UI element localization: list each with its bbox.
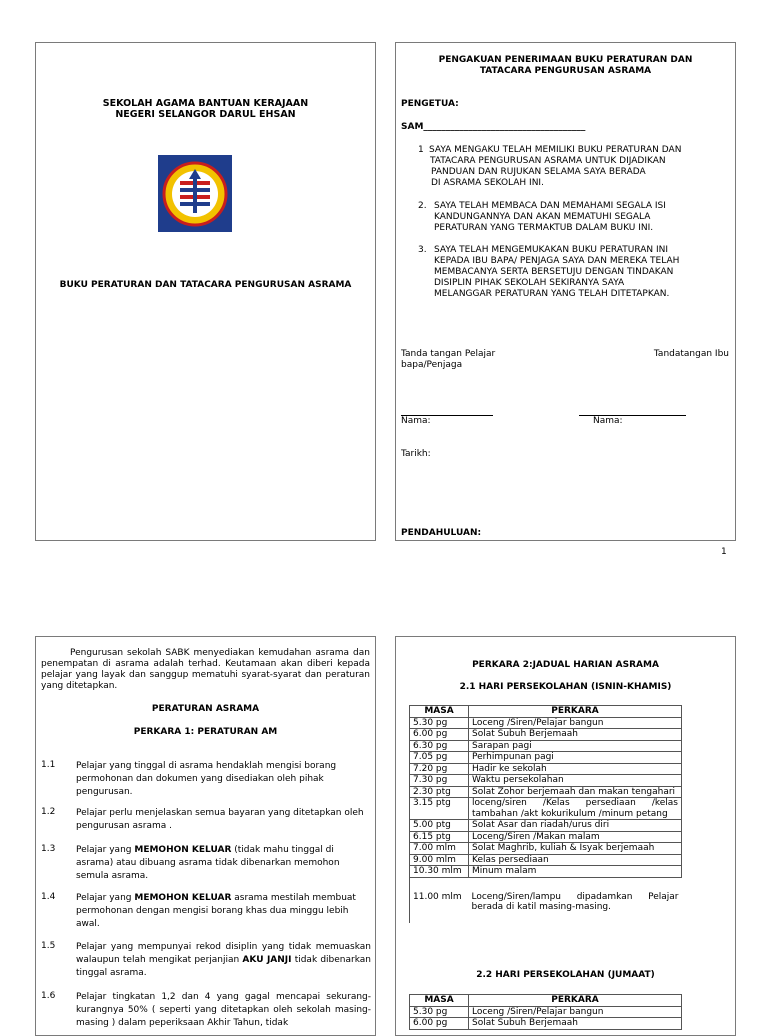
table-row [410, 775, 682, 787]
column-header-perkara: PERKARA [469, 706, 682, 718]
cell-masa: 7.30 pg [410, 775, 469, 787]
table-row [410, 717, 682, 729]
cell-masa: 6.00 pg [410, 1018, 469, 1030]
ack-item-line: SAYA MENGAKU TELAH MEMILIKI BUKU PERATURAN DAN [429, 145, 682, 155]
school-name [36, 98, 375, 120]
schedule-subheading-weekday: 2.1 HARI PERSEKOLAHAN (ISNIN-KHAMIS) [459, 682, 672, 692]
rule-text-bold: MEMOHON KELUAR [134, 845, 232, 855]
cell-masa: 10.30 mlm [410, 866, 469, 878]
rule-text-post: (tidak mahu tinggal di asrama) atau dibuang asrama tidak dibenarkan memohon semula asrama. [76, 845, 340, 881]
column-header-masa: MASA [410, 995, 469, 1007]
cell-perkara: Solat Maghrib, kuliah & Isyak berjemaah [469, 843, 682, 855]
page-number: 1 [721, 547, 727, 557]
column-header-perkara: PERKARA [469, 995, 682, 1007]
rules-subheading: PERKARA 1: PERATURAN AM [133, 727, 278, 737]
ack-title-line1: PENGAKUAN PENERIMAAN BUKU PERATURAN DAN [438, 55, 693, 65]
ack-title-line2: TATACARA PENGURUSAN ASRAMA [479, 66, 652, 76]
rule-text-pre: Pelajar yang [76, 893, 135, 903]
table-row [410, 843, 682, 855]
rule-text [76, 941, 371, 980]
cell-perkara: Loceng /Siren/Pelajar bangun [469, 1006, 682, 1018]
cell-perkara: Sarapan pagi [469, 740, 682, 752]
cell-masa: 5.00 ptg [410, 820, 469, 832]
schedule-table-weekday [409, 705, 682, 923]
schedule-heading: PERKARA 2:JADUAL HARIAN ASRAMA [472, 660, 659, 670]
table-row [410, 1018, 682, 1030]
cell-masa: 7.20 pg [410, 763, 469, 775]
table-row [410, 740, 682, 752]
cell-masa: 3.15 ptg [410, 798, 469, 820]
rule-text: Pelajar tingkatan 1,2 dan 4 yang gagal mencapai sekurang-kurangnya 50% ( seperti yang ditetapkan oleh sekolah masing-masing ) dalam peperiksaan Akhir Tahun, tidak [76, 992, 371, 1028]
schedule-page [395, 636, 736, 1036]
rule-text-post: asrama mestilah membuat permohonan dengan mengisi borang khas dua minggu lebih awal. [76, 893, 356, 929]
cell-masa: 6.30 pg [410, 740, 469, 752]
sam-line: SAM____________________________________ [401, 122, 586, 132]
cell-perkara: Solat Zohor berjemaah dan makan tengahari [469, 786, 682, 798]
pendahuluan-heading: PENDAHULUAN: [401, 528, 482, 538]
table-row [410, 820, 682, 832]
ack-item-number: 3. [418, 245, 427, 255]
cell-masa: 5.30 pg [410, 1006, 469, 1018]
table-row [410, 763, 682, 775]
table-row [410, 866, 682, 878]
parent-name-label: Nama: [593, 416, 623, 426]
cell-masa: 6.15 ptg [410, 831, 469, 843]
ack-item-line: KEPADA IBU BAPA/ PENJAGA SAYA DAN MEREKA TELAH [434, 256, 680, 266]
ack-item-line: MELANGGAR PERATURAN YANG TELAH DITETAPKAN. [434, 289, 670, 299]
cell-perkara: Loceng/Siren /Makan malam [469, 831, 682, 843]
table-header-row [410, 995, 682, 1007]
table-header-row [410, 706, 682, 718]
ack-item-line: DI ASRAMA SEKOLAH INI. [431, 178, 544, 188]
cell-masa: 9.00 mlm [410, 854, 469, 866]
cover-page [35, 42, 376, 541]
rule-text-b: tidak dibenarkan tinggal asrama. [76, 955, 371, 978]
schedule-subheading-friday: 2.2 HARI PERSEKOLAHAN (JUMAAT) [476, 970, 655, 980]
cover-title: BUKU PERATURAN DAN TATACARA PENGURUSAN ASRAMA [59, 280, 352, 290]
ack-item-2 [418, 201, 733, 234]
cell-masa: 5.30 pg [410, 717, 469, 729]
rule-text [76, 892, 366, 931]
ack-title [396, 55, 735, 77]
rule-text: Pelajar perlu menjelaskan semua bayaran yang ditetapkan oleh pengurusan asrama . [76, 808, 364, 831]
rule-number: 1.3 [41, 844, 56, 854]
date-label: Tarikh: [401, 449, 431, 459]
cell-masa: 7.00 mlm [410, 843, 469, 855]
rule-text-a: Pelajar yang mempunyai rekod disiplin yang tidak memuaskan walaupun telah mengikat perjanjian [76, 942, 371, 965]
rule-text-pre: Pelajar yang [76, 845, 135, 855]
ack-item-line: PERATURAN YANG TERMAKTUB DALAM BUKU INI. [434, 223, 654, 233]
rule-text: Pelajar yang tinggal di asrama hendaklah mengisi borang permohonan dan dokumen yang disediakan oleh pihak pengurusan. [76, 761, 337, 797]
acknowledgement-page [395, 42, 736, 541]
table-row [410, 798, 682, 820]
rule-text-bold: MEMOHON KELUAR [134, 893, 232, 903]
ministry-logo-icon [158, 155, 232, 232]
ack-item-line: SAYA TELAH MEMBACA DAN MEMAHAMI SEGALA ISI [434, 201, 666, 211]
rules-page [35, 636, 376, 1036]
cell-perkara: Perhimpunan pagi [469, 752, 682, 764]
rule-text-bold: AKU JANJI [242, 955, 292, 965]
table-row [410, 752, 682, 764]
cell-masa: 2.30 ptg [410, 786, 469, 798]
pengetua-label: PENGETUA: [401, 99, 459, 109]
ack-item-line: TATACARA PENGURUSAN ASRAMA UNTUK DIJADIKAN [430, 156, 666, 166]
rule-number: 1.5 [41, 941, 56, 951]
cell-masa: 11.00 mlm [410, 877, 469, 923]
signature-parent-label-a: Tandatangan Ibu [653, 349, 729, 359]
rule-number: 1.1 [41, 760, 56, 770]
cell-perkara: Solat Asar dan riadah/urus diri [469, 820, 682, 832]
cell-masa: 6.00 pg [410, 729, 469, 741]
school-name-line1: SEKOLAH AGAMA BANTUAN KERAJAAN [102, 98, 309, 109]
school-name-line2: NEGERI SELANGOR DARUL EHSAN [115, 109, 296, 120]
rule-number: 1.4 [41, 892, 56, 902]
cell-perkara: Hadir ke sekolah [469, 763, 682, 775]
cell-perkara: Loceng/Siren/lampu dipadamkan Pelajar berada di katil masing-masing. [471, 891, 679, 912]
cell-perkara: loceng/siren /Kelas persediaan /kelas tambahan /akt kokurikulum /minum petang [469, 798, 682, 820]
table-row [410, 729, 682, 741]
rule-number: 1.6 [41, 991, 56, 1001]
column-header-masa: MASA [410, 706, 469, 718]
cell-masa: 7.05 pg [410, 752, 469, 764]
signature-parent-label-b: bapa/Penjaga [401, 360, 463, 370]
intro-paragraph: Pengurusan sekolah SABK menyediakan kemudahan asrama dan penempatan di asrama adalah terhad. Keutamaan akan diberi kepada pelajar yang layak dan sanggup mematuhi syarat-syarat dan peraturan yang ditetapkan. [41, 648, 370, 691]
ack-item-line: PANDUAN DAN RUJUKAN SELAMA SAYA BERADA [431, 167, 646, 177]
table-row [410, 831, 682, 843]
table-row [410, 854, 682, 866]
rules-heading: PERATURAN ASRAMA [151, 704, 260, 714]
ack-item-1 [418, 145, 733, 189]
ministry-logo [158, 155, 232, 232]
ack-item-line: MEMBACANYA SERTA BERSETUJU DENGAN TINDAKAN [434, 267, 674, 277]
cell-perkara: Loceng /Siren/Pelajar bangun [469, 717, 682, 729]
cell-perkara: Solat Subuh Berjemaah [469, 729, 682, 741]
ack-item-line: KANDUNGANNYA DAN AKAN MEMATUHI SEGALA [434, 212, 651, 222]
table-row [410, 1006, 682, 1018]
signature-student-label: Tanda tangan Pelajar [401, 349, 496, 359]
schedule-table-friday [409, 994, 682, 1030]
rule-number: 1.2 [41, 807, 56, 817]
ack-item-number: 1 [418, 145, 424, 155]
cell-perkara: Minum malam [469, 866, 682, 878]
cell-perkara: Solat Subuh Berjemaah [469, 1018, 682, 1030]
ack-item-number: 2. [418, 201, 427, 211]
rule-text [76, 844, 366, 883]
cell-perkara: Kelas persediaan [469, 854, 682, 866]
student-name-label: Nama: [401, 416, 431, 426]
ack-item-line: SAYA TELAH MENGEMUKAKAN BUKU PERATURAN INI [434, 245, 669, 255]
table-row [410, 877, 682, 923]
ack-item-3 [418, 245, 733, 300]
cell-perkara: Waktu persekolahan [469, 775, 682, 787]
table-row [410, 786, 682, 798]
ack-item-line: DISIPLIN PIHAK SEKOLAH SEKIRANYA SAYA [434, 278, 625, 288]
